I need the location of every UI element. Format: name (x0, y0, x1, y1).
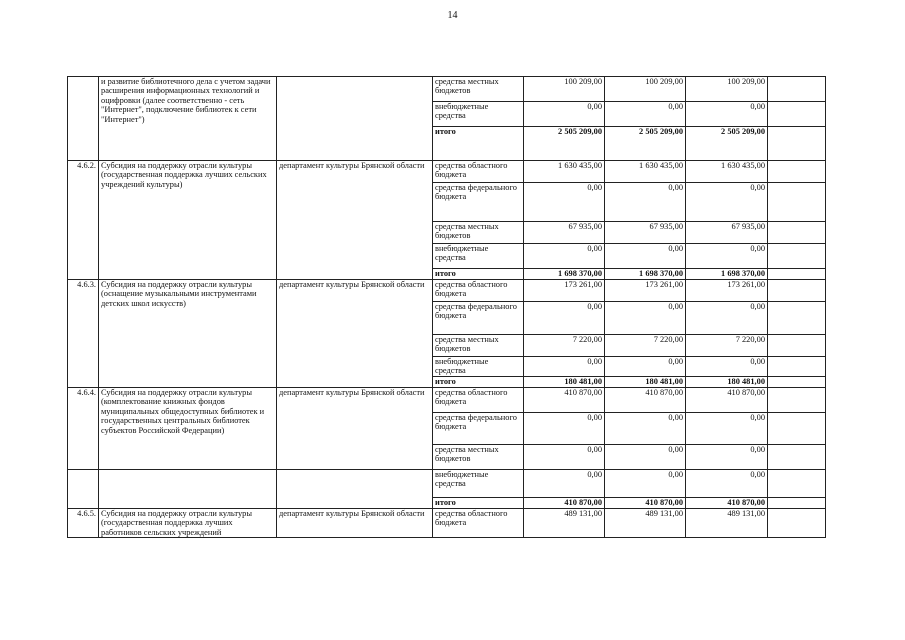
row-name: Субсидия на поддержку отрасли культуры (государственная поддержка лучших работников сельских учреждений (99, 508, 277, 537)
amount-year-1: 173 261,00 (524, 280, 605, 302)
amount-year-1: 1 698 370,00 (524, 269, 605, 280)
amount-year-2: 0,00 (605, 102, 686, 127)
funding-source: средства местных бюджетов (433, 444, 524, 469)
row-code (68, 469, 99, 508)
row-executor: департамент культуры Брянской области (277, 508, 433, 537)
amount-year-1: 180 481,00 (524, 376, 605, 387)
funding-source: средства областного бюджета (433, 508, 524, 537)
empty-cell (768, 222, 826, 244)
empty-cell (768, 127, 826, 161)
row-name: Субсидия на поддержку отрасли культуры (государственная поддержка лучших сельских учреждений культуры) (99, 161, 277, 280)
amount-year-3: 0,00 (686, 102, 768, 127)
amount-year-3: 489 131,00 (686, 508, 768, 537)
amount-year-1: 0,00 (524, 183, 605, 222)
amount-year-2: 180 481,00 (605, 376, 686, 387)
funding-source: внебюджетные средства (433, 102, 524, 127)
empty-cell (768, 376, 826, 387)
funding-source: итого (433, 127, 524, 161)
amount-year-2: 489 131,00 (605, 508, 686, 537)
empty-cell (768, 357, 826, 377)
amount-year-3: 173 261,00 (686, 280, 768, 302)
amount-year-2: 173 261,00 (605, 280, 686, 302)
amount-year-2: 0,00 (605, 183, 686, 222)
amount-year-1: 410 870,00 (524, 387, 605, 412)
amount-year-2: 410 870,00 (605, 387, 686, 412)
amount-year-1: 67 935,00 (524, 222, 605, 244)
row-name: и развитие библиотечного дела с учетом задачи расширения информационных технологий и оцифровки (далее соответственно - сеть "Интернет", подключение библиотек к сети "Интернет") (99, 77, 277, 161)
funding-source: средства федерального бюджета (433, 183, 524, 222)
empty-cell (768, 102, 826, 127)
table-row (68, 469, 826, 497)
amount-year-2: 67 935,00 (605, 222, 686, 244)
amount-year-1: 0,00 (524, 357, 605, 377)
funding-source: средства федерального бюджета (433, 302, 524, 335)
amount-year-1: 0,00 (524, 469, 605, 497)
funding-source: средства федерального бюджета (433, 412, 524, 444)
empty-cell (768, 335, 826, 357)
amount-year-2: 0,00 (605, 469, 686, 497)
row-code: 4.6.5. (68, 508, 99, 537)
empty-cell (768, 412, 826, 444)
table-row (68, 280, 826, 302)
amount-year-1: 0,00 (524, 444, 605, 469)
funding-source: средства областного бюджета (433, 280, 524, 302)
funding-source: итого (433, 376, 524, 387)
amount-year-3: 2 505 209,00 (686, 127, 768, 161)
amount-year-3: 0,00 (686, 302, 768, 335)
empty-cell (768, 387, 826, 412)
row-executor: департамент культуры Брянской области (277, 387, 433, 469)
amount-year-3: 100 209,00 (686, 77, 768, 102)
empty-cell (768, 508, 826, 537)
funding-source: внебюджетные средства (433, 357, 524, 377)
row-name: Субсидия на поддержку отрасли культуры (комплектование книжных фондов муниципальных общедоступных библиотек и государственных центральных библиотек субъектов Российской Федерации) (99, 387, 277, 469)
amount-year-3: 0,00 (686, 469, 768, 497)
empty-cell (768, 280, 826, 302)
amount-year-2: 0,00 (605, 444, 686, 469)
table-row (68, 77, 826, 102)
budget-table (67, 76, 826, 538)
amount-year-1: 7 220,00 (524, 335, 605, 357)
empty-cell (768, 469, 826, 497)
page-number: 14 (447, 10, 458, 21)
table-row (68, 508, 826, 537)
amount-year-1: 1 630 435,00 (524, 161, 605, 183)
empty-cell (768, 161, 826, 183)
row-name (99, 469, 277, 508)
amount-year-2: 7 220,00 (605, 335, 686, 357)
row-code: 4.6.4. (68, 387, 99, 469)
row-executor (277, 77, 433, 161)
amount-year-2: 2 505 209,00 (605, 127, 686, 161)
funding-source: итого (433, 269, 524, 280)
row-code (68, 77, 99, 161)
amount-year-3: 1 630 435,00 (686, 161, 768, 183)
funding-source: внебюджетные средства (433, 244, 524, 269)
amount-year-3: 7 220,00 (686, 335, 768, 357)
amount-year-2: 0,00 (605, 412, 686, 444)
table-row (68, 161, 826, 183)
empty-cell (768, 244, 826, 269)
amount-year-3: 0,00 (686, 244, 768, 269)
amount-year-3: 0,00 (686, 183, 768, 222)
funding-source: средства местных бюджетов (433, 77, 524, 102)
amount-year-2: 0,00 (605, 302, 686, 335)
amount-year-3: 67 935,00 (686, 222, 768, 244)
amount-year-1: 0,00 (524, 302, 605, 335)
empty-cell (768, 302, 826, 335)
amount-year-1: 0,00 (524, 102, 605, 127)
funding-source: средства местных бюджетов (433, 335, 524, 357)
funding-source: средства областного бюджета (433, 387, 524, 412)
row-name: Субсидия на поддержку отрасли культуры (оснащение музыкальными инструментами детских школ искусств) (99, 280, 277, 388)
funding-source: средства областного бюджета (433, 161, 524, 183)
empty-cell (768, 497, 826, 508)
row-executor: департамент культуры Брянской области (277, 161, 433, 280)
amount-year-3: 1 698 370,00 (686, 269, 768, 280)
amount-year-1: 0,00 (524, 412, 605, 444)
amount-year-2: 1 630 435,00 (605, 161, 686, 183)
row-code: 4.6.3. (68, 280, 99, 388)
empty-cell (768, 183, 826, 222)
amount-year-3: 180 481,00 (686, 376, 768, 387)
row-executor (277, 469, 433, 508)
funding-source: внебюджетные средства (433, 469, 524, 497)
empty-cell (768, 444, 826, 469)
amount-year-3: 410 870,00 (686, 497, 768, 508)
amount-year-2: 1 698 370,00 (605, 269, 686, 280)
table-row (68, 387, 826, 412)
amount-year-1: 100 209,00 (524, 77, 605, 102)
empty-cell (768, 269, 826, 280)
amount-year-2: 410 870,00 (605, 497, 686, 508)
amount-year-1: 0,00 (524, 244, 605, 269)
amount-year-2: 0,00 (605, 357, 686, 377)
amount-year-3: 410 870,00 (686, 387, 768, 412)
amount-year-1: 489 131,00 (524, 508, 605, 537)
amount-year-3: 0,00 (686, 412, 768, 444)
row-code: 4.6.2. (68, 161, 99, 280)
amount-year-1: 410 870,00 (524, 497, 605, 508)
funding-source: итого (433, 497, 524, 508)
amount-year-3: 0,00 (686, 444, 768, 469)
row-executor: департамент культуры Брянской области (277, 280, 433, 388)
amount-year-2: 0,00 (605, 244, 686, 269)
amount-year-3: 0,00 (686, 357, 768, 377)
amount-year-2: 100 209,00 (605, 77, 686, 102)
empty-cell (768, 77, 826, 102)
amount-year-1: 2 505 209,00 (524, 127, 605, 161)
funding-source: средства местных бюджетов (433, 222, 524, 244)
